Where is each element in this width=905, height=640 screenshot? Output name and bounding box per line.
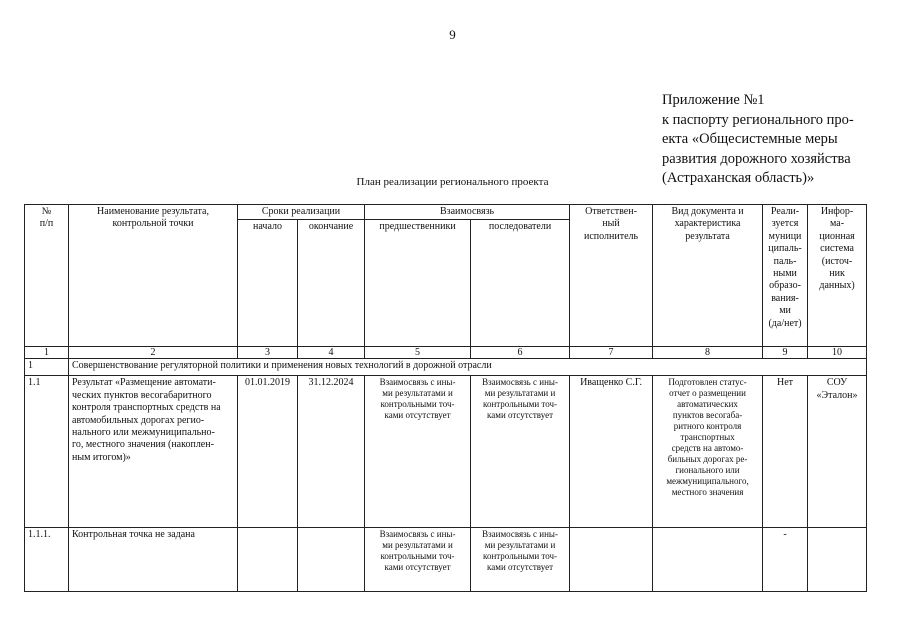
column-number: 6: [471, 347, 570, 359]
page-number: 9: [449, 27, 456, 42]
column-number: 2: [69, 347, 238, 359]
row-no: 1.1: [25, 376, 69, 528]
row-info-system: [808, 528, 867, 592]
column-number: 3: [238, 347, 298, 359]
appendix-caption: [662, 91, 882, 189]
row-predecessors: Взаимосвязь с ины- ми результатами и контрольными точ- ками отсутствует: [365, 528, 471, 592]
row-start: [238, 528, 298, 592]
section-row: [25, 359, 867, 376]
row-end: [298, 528, 365, 592]
header-end: окончание: [298, 220, 365, 347]
column-number: 5: [365, 347, 471, 359]
column-number: 7: [570, 347, 653, 359]
table-row: [25, 376, 867, 528]
header-responsible: Ответствен- ный исполнитель: [570, 205, 653, 347]
appendix-line-4: развития дорожного хозяйства: [662, 150, 851, 167]
row-start: 01.01.2019: [238, 376, 298, 528]
header-start: начало: [238, 220, 298, 347]
row-municipal: Нет: [763, 376, 808, 528]
row-successors: Взаимосвязь с ины- ми результатами и контрольными точ- ками отсутствует: [471, 528, 570, 592]
header-successors: последователи: [471, 220, 570, 347]
row-no: 1.1.1.: [25, 528, 69, 592]
row-predecessors: Взаимосвязь с ины- ми результатами и контрольными точ- ками отсутствует: [365, 376, 471, 528]
row-document: [653, 528, 763, 592]
row-end: 31.12.2024: [298, 376, 365, 528]
column-number: 10: [808, 347, 867, 359]
row-name: Контрольная точка не задана: [69, 528, 238, 592]
column-number-row: [25, 347, 867, 359]
row-name: Результат «Размещение автомати- ческих пунктов весогабаритного контроля транспортных средств на автомобильных дорогах регио- нального или межмуниципально- го, местного значения (накоплен- ным итогом)»: [69, 376, 238, 528]
row-document: Подготовлен статус- отчет о размещении автоматических пунктов весогаба- ритного контроля транспортных средств на автомо- бильных дорогах ре- гионального или межмуниципального, местного значения: [653, 376, 763, 528]
header-deadlines: Сроки реализации: [238, 205, 365, 220]
appendix-line-3: екта «Общесистемные меры: [662, 131, 838, 147]
header-info-system: Инфор- ма- ционная система (источ- ник данных): [808, 205, 867, 347]
column-number: 1: [25, 347, 69, 359]
row-responsible: Иващенко С.Г.: [570, 376, 653, 528]
appendix-line-2: к паспорту регионального про-: [662, 111, 854, 128]
row-responsible: [570, 528, 653, 592]
header-municipal: Реали- зуется муници ципаль- паль- ными образо- вания- ми (да/нет): [763, 205, 808, 347]
appendix-line-1: Приложение №1: [662, 92, 765, 108]
header-row-1: [25, 205, 867, 220]
row-municipal: -: [763, 528, 808, 592]
header-name: Наименование результата, контрольной точки: [69, 205, 238, 347]
table-row: [25, 528, 867, 592]
column-number: 9: [763, 347, 808, 359]
section-no: 1: [25, 359, 69, 376]
header-no: № п/п: [25, 205, 69, 347]
header-document: Вид документа и характеристика результата: [653, 205, 763, 347]
appendix-line-5: (Астраханская область)»: [662, 170, 815, 186]
row-successors: Взаимосвязь с ины- ми результатами и контрольными точ- ками отсутствует: [471, 376, 570, 528]
row-info-system: СОУ «Эталон»: [808, 376, 867, 528]
plan-table: [24, 204, 867, 592]
plan-title: План реализации регионального проекта: [356, 176, 549, 188]
section-title: Совершенствование регуляторной политики и применения новых технологий в дорожной отрасли: [69, 359, 867, 376]
column-number: 8: [653, 347, 763, 359]
column-number: 4: [298, 347, 365, 359]
header-predecessors: предшественники: [365, 220, 471, 347]
header-relation: Взаимосвязь: [365, 205, 570, 220]
